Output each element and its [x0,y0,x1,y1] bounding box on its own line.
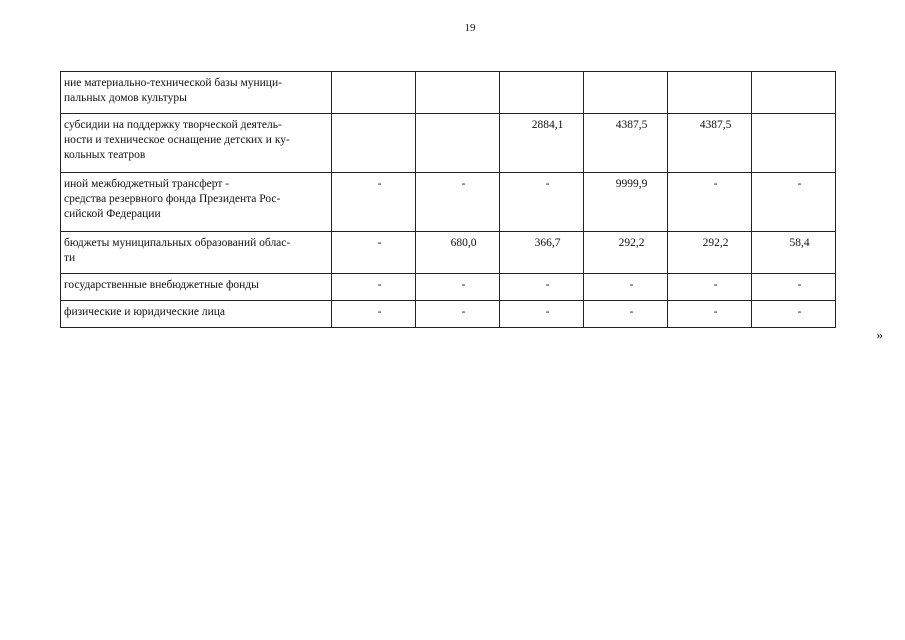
value-cell: - [752,173,836,232]
value-cell [668,72,752,114]
value-cell: - [668,301,752,328]
value-cell: - [500,274,584,301]
value-cell: 9999,9 [584,173,668,232]
row-label: субсидии на поддержку творческой деятель- ности и техническое оснащение детских и ку- кольных театров [61,114,332,173]
value-cell: - [500,173,584,232]
value-cell: - [668,274,752,301]
value-cell: - [500,301,584,328]
row-label: иной межбюджетный трансферт - средства резервного фонда Президента Рос- сийской Федерации [61,173,332,232]
table-row [61,114,836,173]
value-cell: - [752,301,836,328]
table-row [61,274,836,301]
value-cell: 4387,5 [584,114,668,173]
value-cell: 58,4 [752,232,836,274]
value-cell [416,114,500,173]
value-cell: - [332,232,416,274]
value-cell [500,72,584,114]
value-cell: - [584,301,668,328]
value-cell: - [332,301,416,328]
page-number: 19 [464,22,476,34]
closing-quote-mark: » [876,327,883,342]
value-cell: - [416,173,500,232]
table-row [61,232,836,274]
value-cell: - [584,274,668,301]
value-cell: - [332,274,416,301]
value-cell [416,72,500,114]
row-label: бюджеты муниципальных образований облас- ти [61,232,332,274]
value-cell [752,72,836,114]
value-cell [332,114,416,173]
budget-table [60,71,836,328]
row-label: государственные внебюджетные фонды [61,274,332,301]
value-cell: - [416,274,500,301]
row-label: ние материально-технической базы муници- пальных домов культуры [61,72,332,114]
value-cell: 292,2 [584,232,668,274]
value-cell [584,72,668,114]
row-label: физические и юридические лица [61,301,332,328]
value-cell: 2884,1 [500,114,584,173]
value-cell: 680,0 [416,232,500,274]
value-cell: - [332,173,416,232]
value-cell: 366,7 [500,232,584,274]
table-row [61,72,836,114]
value-cell: - [752,274,836,301]
value-cell [332,72,416,114]
value-cell [752,114,836,173]
value-cell: - [416,301,500,328]
value-cell: 4387,5 [668,114,752,173]
table-row [61,301,836,328]
table-row [61,173,836,232]
value-cell: - [668,173,752,232]
value-cell: 292,2 [668,232,752,274]
